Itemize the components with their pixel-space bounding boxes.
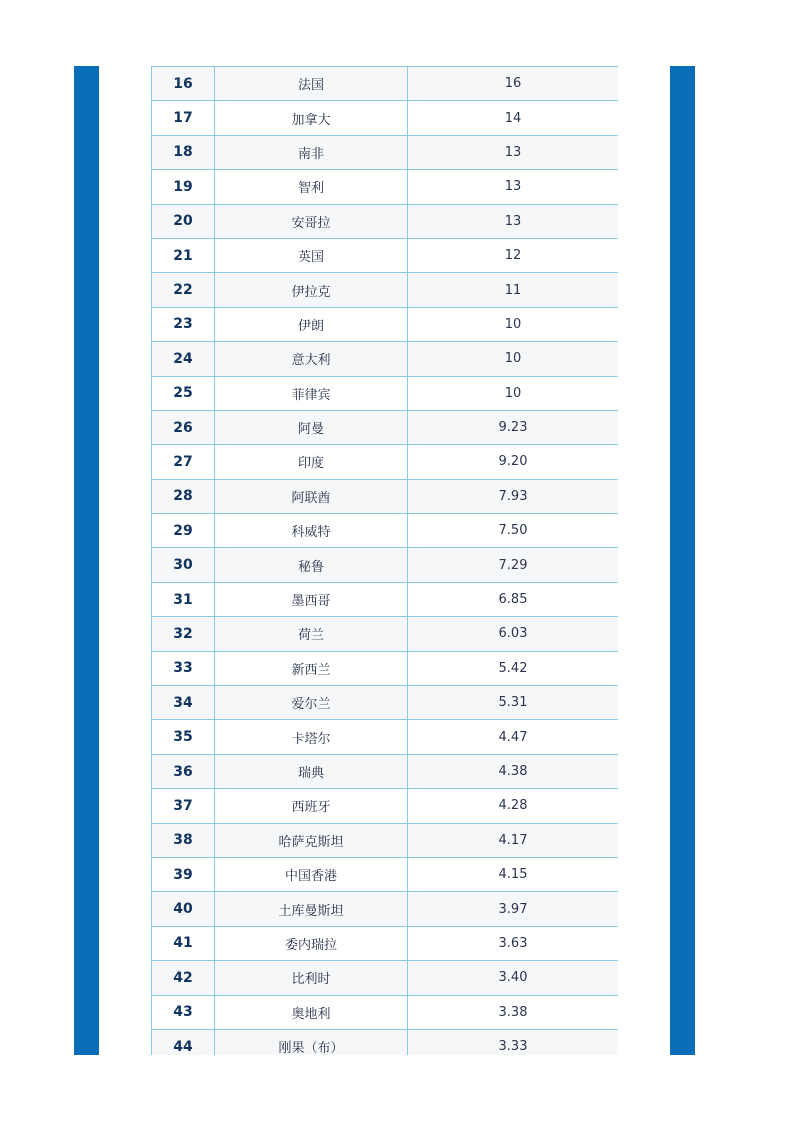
ranking-table-body bbox=[152, 67, 619, 1056]
country-cell: 菲律宾 bbox=[215, 376, 408, 410]
table-row bbox=[152, 1029, 619, 1055]
value-cell: 10 bbox=[408, 307, 619, 341]
rank-cell: 23 bbox=[152, 307, 215, 341]
country-cell: 伊朗 bbox=[215, 307, 408, 341]
table-row bbox=[152, 548, 619, 582]
table-row bbox=[152, 651, 619, 685]
table-row bbox=[152, 926, 619, 960]
country-cell: 爱尔兰 bbox=[215, 686, 408, 720]
table-row bbox=[152, 582, 619, 616]
value-cell: 14 bbox=[408, 101, 619, 135]
table-row bbox=[152, 479, 619, 513]
rank-cell: 20 bbox=[152, 204, 215, 238]
table-row bbox=[152, 514, 619, 548]
rank-cell: 19 bbox=[152, 170, 215, 204]
value-cell: 3.63 bbox=[408, 926, 619, 960]
country-cell: 委内瑞拉 bbox=[215, 926, 408, 960]
value-cell: 10 bbox=[408, 376, 619, 410]
rank-cell: 34 bbox=[152, 686, 215, 720]
country-cell: 加拿大 bbox=[215, 101, 408, 135]
table-row bbox=[152, 238, 619, 272]
country-cell: 印度 bbox=[215, 445, 408, 479]
rank-cell: 40 bbox=[152, 892, 215, 926]
value-cell: 13 bbox=[408, 135, 619, 169]
country-cell: 意大利 bbox=[215, 342, 408, 376]
table-row bbox=[152, 273, 619, 307]
rank-cell: 28 bbox=[152, 479, 215, 513]
value-cell: 10 bbox=[408, 342, 619, 376]
country-cell: 科威特 bbox=[215, 514, 408, 548]
table-row bbox=[152, 754, 619, 788]
rank-cell: 30 bbox=[152, 548, 215, 582]
country-cell: 伊拉克 bbox=[215, 273, 408, 307]
value-cell: 7.50 bbox=[408, 514, 619, 548]
rank-cell: 18 bbox=[152, 135, 215, 169]
value-cell: 12 bbox=[408, 238, 619, 272]
country-cell: 荷兰 bbox=[215, 617, 408, 651]
rank-cell: 29 bbox=[152, 514, 215, 548]
table-row bbox=[152, 617, 619, 651]
rank-cell: 39 bbox=[152, 857, 215, 891]
country-cell: 比利时 bbox=[215, 961, 408, 995]
rank-cell: 25 bbox=[152, 376, 215, 410]
rank-cell: 17 bbox=[152, 101, 215, 135]
table-row bbox=[152, 342, 619, 376]
value-cell: 4.17 bbox=[408, 823, 619, 857]
country-cell: 中国香港 bbox=[215, 857, 408, 891]
value-cell: 4.38 bbox=[408, 754, 619, 788]
country-cell: 阿联酋 bbox=[215, 479, 408, 513]
rank-cell: 27 bbox=[152, 445, 215, 479]
table-row bbox=[152, 892, 619, 926]
value-cell: 5.31 bbox=[408, 686, 619, 720]
country-cell: 阿曼 bbox=[215, 410, 408, 444]
rank-cell: 36 bbox=[152, 754, 215, 788]
table-row bbox=[152, 857, 619, 891]
rank-cell: 21 bbox=[152, 238, 215, 272]
value-cell: 11 bbox=[408, 273, 619, 307]
table-row bbox=[152, 789, 619, 823]
rank-cell: 26 bbox=[152, 410, 215, 444]
country-cell: 卡塔尔 bbox=[215, 720, 408, 754]
value-cell: 9.20 bbox=[408, 445, 619, 479]
rank-cell: 16 bbox=[152, 67, 215, 101]
country-cell: 新西兰 bbox=[215, 651, 408, 685]
table-row bbox=[152, 376, 619, 410]
country-cell: 墨西哥 bbox=[215, 582, 408, 616]
right-accent-bar bbox=[670, 66, 695, 1055]
value-cell: 16 bbox=[408, 67, 619, 101]
country-cell: 西班牙 bbox=[215, 789, 408, 823]
value-cell: 3.38 bbox=[408, 995, 619, 1029]
left-accent-bar bbox=[74, 66, 99, 1055]
table-row bbox=[152, 720, 619, 754]
table-row bbox=[152, 686, 619, 720]
country-cell: 瑞典 bbox=[215, 754, 408, 788]
value-cell: 4.28 bbox=[408, 789, 619, 823]
country-cell: 秘鲁 bbox=[215, 548, 408, 582]
country-cell: 刚果（布） bbox=[215, 1029, 408, 1055]
table-row bbox=[152, 135, 619, 169]
table-row bbox=[152, 170, 619, 204]
table-row bbox=[152, 410, 619, 444]
rank-cell: 35 bbox=[152, 720, 215, 754]
rank-cell: 22 bbox=[152, 273, 215, 307]
country-cell: 安哥拉 bbox=[215, 204, 408, 238]
country-cell: 哈萨克斯坦 bbox=[215, 823, 408, 857]
value-cell: 3.40 bbox=[408, 961, 619, 995]
table-row bbox=[152, 823, 619, 857]
country-cell: 法国 bbox=[215, 67, 408, 101]
country-cell: 南非 bbox=[215, 135, 408, 169]
value-cell: 4.47 bbox=[408, 720, 619, 754]
rank-cell: 31 bbox=[152, 582, 215, 616]
ranking-table bbox=[151, 66, 618, 1055]
rank-cell: 41 bbox=[152, 926, 215, 960]
table-row bbox=[152, 445, 619, 479]
rank-cell: 43 bbox=[152, 995, 215, 1029]
table-row bbox=[152, 995, 619, 1029]
rank-cell: 37 bbox=[152, 789, 215, 823]
table-row bbox=[152, 101, 619, 135]
value-cell: 6.85 bbox=[408, 582, 619, 616]
value-cell: 3.33 bbox=[408, 1029, 619, 1055]
country-cell: 奥地利 bbox=[215, 995, 408, 1029]
value-cell: 7.93 bbox=[408, 479, 619, 513]
rank-cell: 24 bbox=[152, 342, 215, 376]
rank-cell: 38 bbox=[152, 823, 215, 857]
country-cell: 智利 bbox=[215, 170, 408, 204]
country-cell: 英国 bbox=[215, 238, 408, 272]
rank-cell: 42 bbox=[152, 961, 215, 995]
table-row bbox=[152, 307, 619, 341]
rank-cell: 32 bbox=[152, 617, 215, 651]
table-row bbox=[152, 67, 619, 101]
value-cell: 13 bbox=[408, 204, 619, 238]
value-cell: 7.29 bbox=[408, 548, 619, 582]
value-cell: 3.97 bbox=[408, 892, 619, 926]
ranking-table-container bbox=[151, 66, 618, 1055]
table-row bbox=[152, 961, 619, 995]
value-cell: 5.42 bbox=[408, 651, 619, 685]
value-cell: 13 bbox=[408, 170, 619, 204]
rank-cell: 44 bbox=[152, 1029, 215, 1055]
country-cell: 土库曼斯坦 bbox=[215, 892, 408, 926]
value-cell: 9.23 bbox=[408, 410, 619, 444]
value-cell: 4.15 bbox=[408, 857, 619, 891]
table-row bbox=[152, 204, 619, 238]
rank-cell: 33 bbox=[152, 651, 215, 685]
value-cell: 6.03 bbox=[408, 617, 619, 651]
